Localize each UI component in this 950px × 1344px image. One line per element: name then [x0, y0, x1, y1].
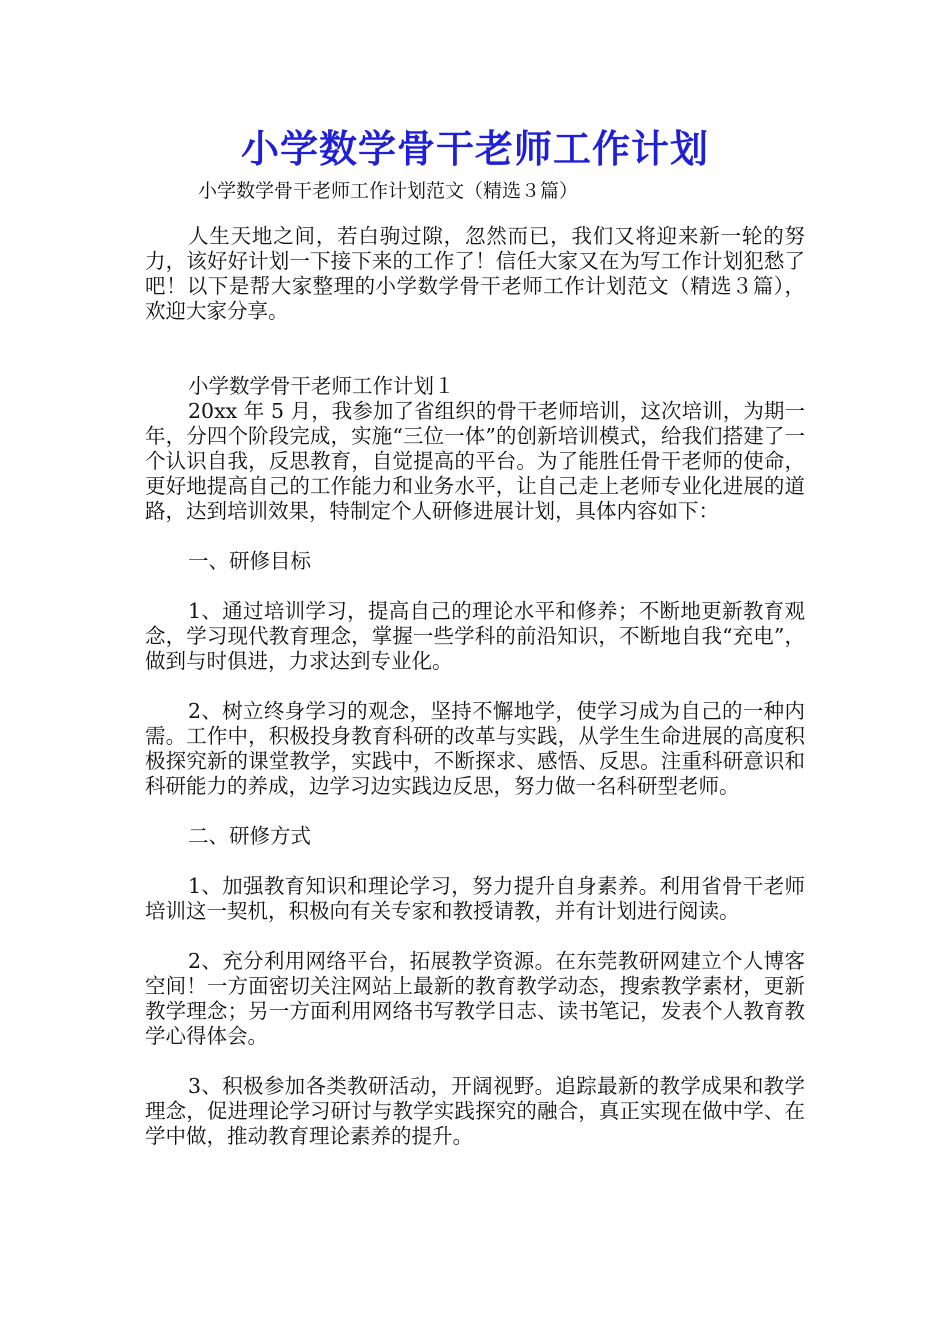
goal-item-1: 1、通过培训学习，提高自己的理论水平和修养；不断地更新教育观念，学习现代教育理念，掌握一些学科的前沿知识，不断地自我“充电”，做到与时俱进，力求达到专业化。: [145, 599, 805, 673]
spacer: [145, 574, 805, 599]
document-title: 小学数学骨干老师工作计划: [240, 126, 709, 171]
section-heading: 小学数学骨干老师工作计划１: [188, 374, 455, 398]
goal-item-2: 2、树立终身学习的观念，坚持不懈地学，使学习成为自己的一种内需。工作中，积极投身教育科研的改革与实践，从学生生命进展的高度积极探究新的课堂教学，实践中，不断探求、感悟、反思。注重科研意识和科研能力的养成，边学习边实践边反思，努力做一名科研型老师。: [145, 699, 805, 798]
method-item-3: 3、积极参加各类教研活动，开阔视野。追踪最新的教学成果和教学理念，促进理论学习研讨与教学实践探究的融合，真正实现在做中学、在学中做，推动教育理论素养的提升。: [145, 1074, 805, 1148]
heading-research-goals: 一、研修目标: [188, 549, 311, 573]
method-item-2: 2、充分利用网络平台，拓展教学资源。在东莞教研网建立个人博客空间！一方面密切关注网站上最新的教育教学动态，搜索教学素材，更新教学理念；另一方面利用网络书写教学日志、读书笔记，发表个人教育教学心得体会。: [145, 949, 805, 1048]
document-subtitle: 小学数学骨干老师工作计划范文（精选３篇）: [198, 180, 579, 202]
spacer: [145, 674, 805, 699]
section-intro-paragraph: 20xx 年 5 月，我参加了省组织的骨干老师培训，这次培训，为期一年，分四个阶段完成，实施“三位一体”的创新培训模式，给我们搭建了一个认识自我，反思教育，自觉提高的平台。为了能胜任骨干老师的使命，更好地提高自己的工作能力和业务水平，让自己走上老师专业化进展的道路，达到培训效果，特制定个人研修进展计划，具体内容如下：: [145, 399, 805, 523]
heading-research-methods: 二、研修方式: [188, 824, 311, 848]
spacer: [145, 1049, 805, 1074]
intro-paragraph: 人生天地之间，若白驹过隙，忽然而已，我们又将迎来新一轮的努力，该好好计划一下接下来的工作了！信任大家又在为写工作计划犯愁了吧！以下是帮大家整理的小学数学骨干老师工作计划范文（精选３篇），欢迎大家分享。: [145, 224, 805, 323]
spacer: [145, 924, 805, 949]
spacer: [145, 524, 805, 549]
spacer: [145, 799, 805, 824]
method-item-1: 1、加强教育知识和理论学习，努力提升自身素养。利用省骨干老师培训这一契机，积极向有关专家和教授请教，并有计划进行阅读。: [145, 874, 805, 923]
spacer: [145, 849, 805, 874]
spacer: [145, 324, 805, 374]
